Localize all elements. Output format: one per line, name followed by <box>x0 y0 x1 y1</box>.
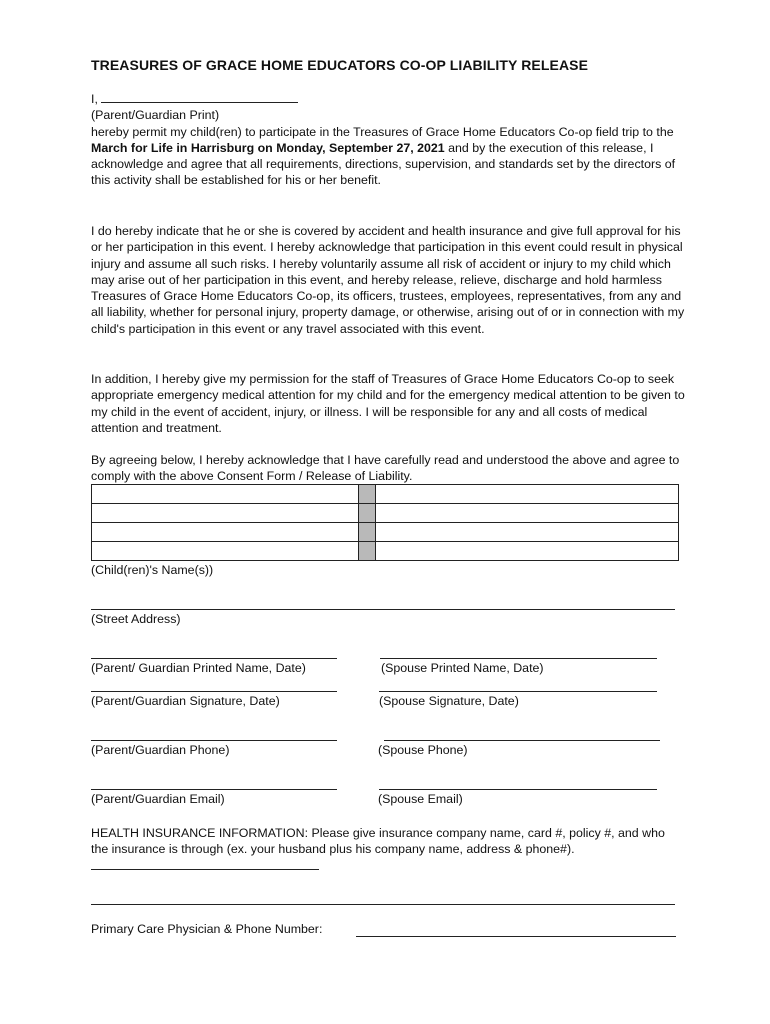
parent-print-line <box>91 91 686 107</box>
intro-text-b: and by the execution of this release, I acknowledge and agree that all requirements, directions, supervision, and standards set by the directors of this activity shall be established for his or her benefit. <box>91 140 676 188</box>
table-divider-cell <box>359 485 376 504</box>
parent-phone-label: (Parent/Guardian Phone) <box>91 743 230 757</box>
intro-paragraph <box>91 91 686 189</box>
child-name-cell[interactable] <box>92 504 359 523</box>
child-name-cell[interactable] <box>92 485 359 504</box>
parent-name-field[interactable] <box>91 658 337 659</box>
event-name: March for Life in Harrisburg on Monday, September 27, 2021 <box>91 140 445 155</box>
child-name-cell[interactable] <box>376 542 679 561</box>
spouse-name-label: (Spouse Printed Name, Date) <box>381 661 544 675</box>
table-divider-cell <box>359 542 376 561</box>
intro-text <box>91 124 686 189</box>
parent-signature-field[interactable] <box>91 691 337 692</box>
parent-phone-field[interactable] <box>91 740 337 741</box>
insurance-field[interactable] <box>91 858 319 870</box>
children-names-label: (Child(ren)'s Name(s)) <box>91 563 214 577</box>
spouse-signature-label: (Spouse Signature, Date) <box>379 694 519 708</box>
child-name-cell[interactable] <box>92 523 359 542</box>
table-divider-cell <box>359 504 376 523</box>
child-name-cell[interactable] <box>376 504 679 523</box>
children-names-table <box>91 484 679 561</box>
parent-print-label: (Parent/Guardian Print) <box>91 108 220 123</box>
street-address-field[interactable] <box>91 609 675 610</box>
parent-email-label: (Parent/Guardian Email) <box>91 792 225 806</box>
parent-name-label: (Parent/ Guardian Printed Name, Date) <box>91 661 306 675</box>
insurance-info-text <box>91 825 676 874</box>
child-name-cell[interactable] <box>92 542 359 561</box>
physician-field[interactable] <box>356 936 676 937</box>
insurance-field-line-2[interactable] <box>91 904 675 905</box>
spouse-phone-field[interactable] <box>384 740 660 741</box>
spouse-email-field[interactable] <box>379 789 657 790</box>
table-row <box>92 523 679 542</box>
parent-print-field[interactable] <box>101 91 298 103</box>
child-name-cell[interactable] <box>376 485 679 504</box>
spouse-signature-field[interactable] <box>379 691 657 692</box>
form-title: TREASURES OF GRACE HOME EDUCATORS CO-OP LIABILITY RELEASE <box>91 57 589 73</box>
street-address-label: (Street Address) <box>91 612 181 626</box>
table-row <box>92 542 679 561</box>
physician-row <box>91 922 322 937</box>
i-prefix: I, <box>91 92 98 106</box>
physician-label: Primary Care Physician & Phone Number: <box>91 922 323 936</box>
insurance-instructions: HEALTH INSURANCE INFORMATION: Please give insurance company name, card #, policy #, and who the insurance is through (ex. your husband plus his company name, address & phone#). <box>91 826 665 857</box>
spouse-name-field[interactable] <box>380 658 657 659</box>
parent-signature-label: (Parent/Guardian Signature, Date) <box>91 694 280 708</box>
table-row <box>92 485 679 504</box>
paragraph-agreement: By agreeing below, I hereby acknowledge that I have carefully read and understood the above and agree to comply with the above Consent Form / Release of Liability. <box>91 453 680 484</box>
child-name-cell[interactable] <box>376 523 679 542</box>
table-divider-cell <box>359 523 376 542</box>
paragraph-risk: I do hereby indicate that he or she is covered by accident and health insurance and give full approval for his or her participation in this event. I hereby acknowledge that participation in this event could result in physical injury and assume all such risks. I hereby voluntarily assume all risk of accident or injury to my child which may arise out of her participation in this event, and hereby release, relieve, discharge and hold harmless Treasures of Grace Home Educators Co-op, its officers, trustees, employees, representatives, from any and all liability, whether for personal injury, property damage, or otherwise, arising out of or in connection with my child's participation in this event or any travel associated with this event. <box>91 224 685 336</box>
table-row <box>92 504 679 523</box>
spouse-phone-label: (Spouse Phone) <box>378 743 468 757</box>
intro-text-a: hereby permit my child(ren) to participate in the Treasures of Grace Home Educators Co-op field trip to the <box>91 124 674 139</box>
parent-email-field[interactable] <box>91 789 337 790</box>
paragraph-medical: In addition, I hereby give my permission for the staff of Treasures of Grace Home Educators Co-op to seek appropriate emergency medical attention for my child and for the emergency medical attention to be given to my child in the event of accident, injury, or illness. I will be responsible for any and all costs of medical attention and treatment. <box>91 372 685 435</box>
spouse-email-label: (Spouse Email) <box>378 792 463 806</box>
